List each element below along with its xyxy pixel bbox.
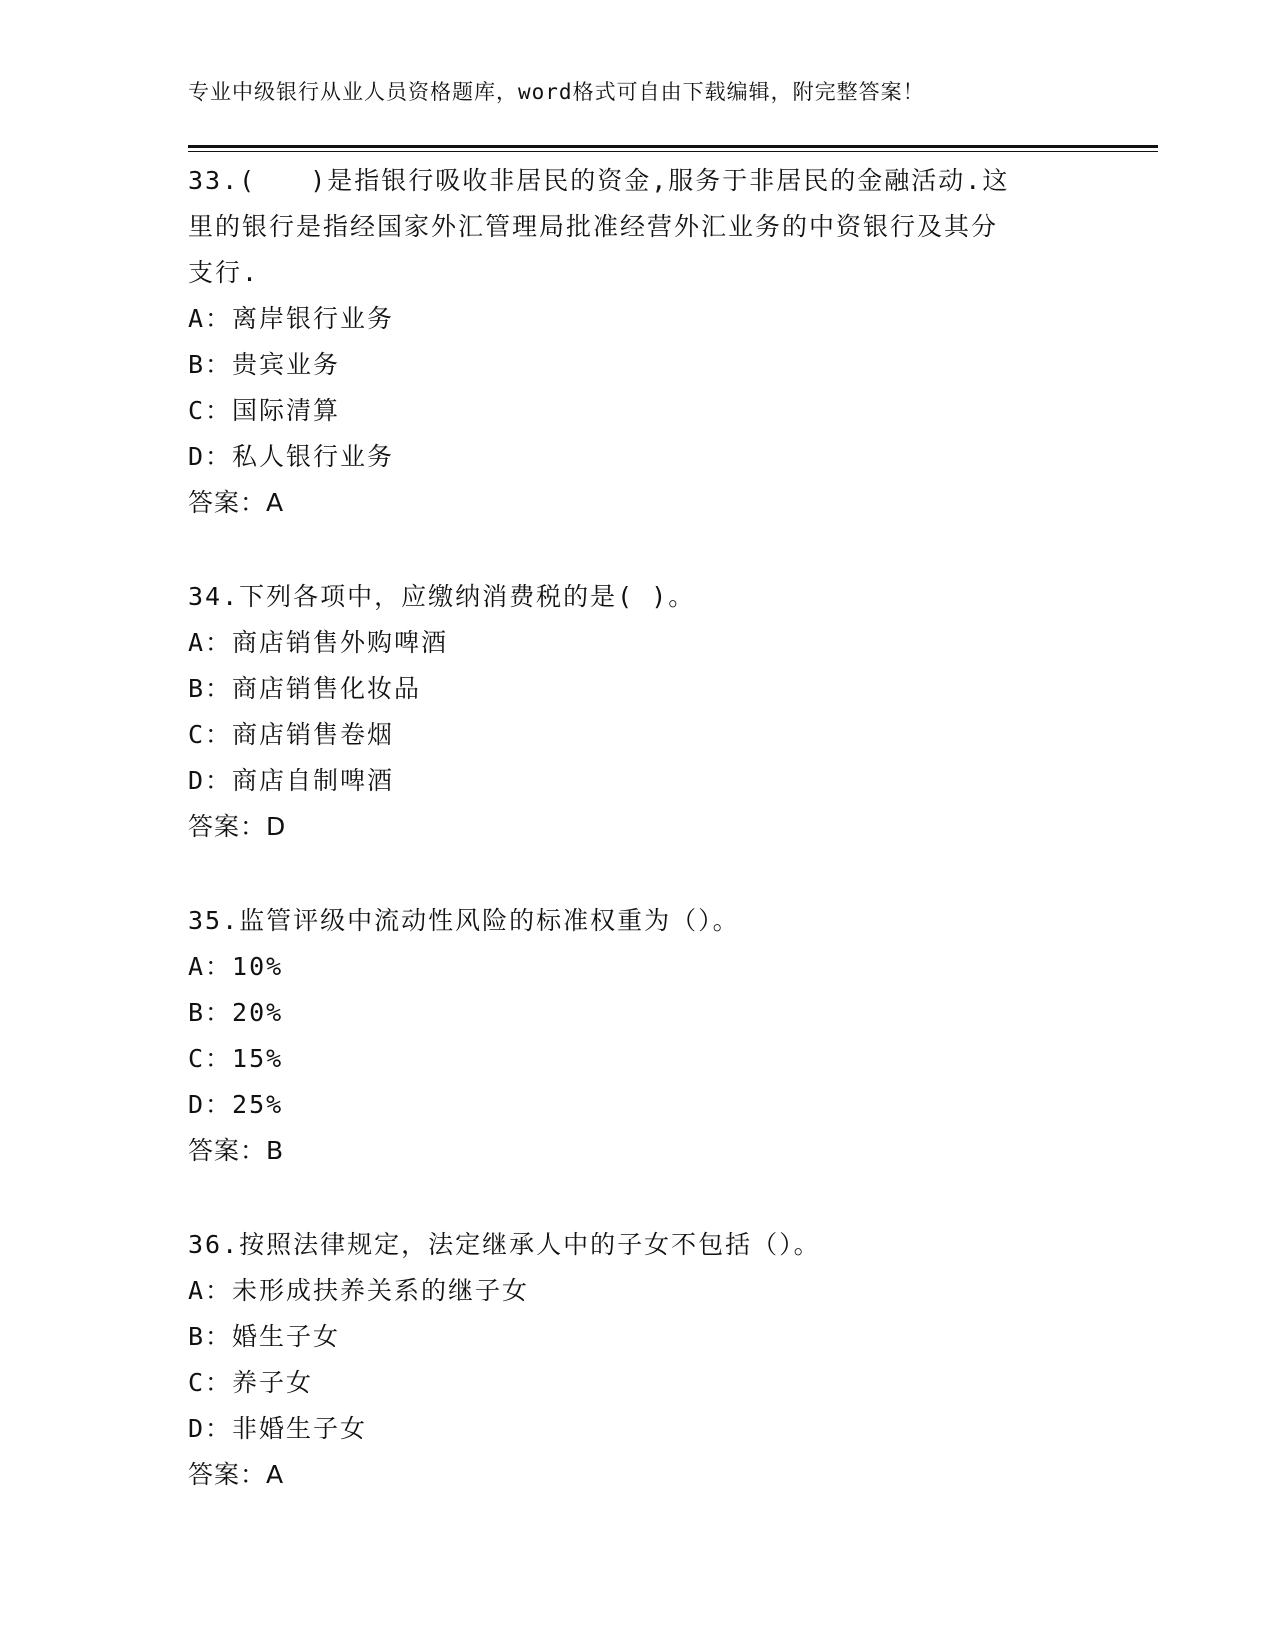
page-header: 专业中级银行从业人员资格题库，word格式可自由下载编辑，附完整答案！	[188, 80, 925, 104]
answer-line	[188, 1452, 1088, 1498]
question-36	[188, 1222, 1088, 1498]
option-b: B：商店销售化妆品	[188, 674, 422, 703]
question-34	[188, 574, 1088, 850]
question-stem	[188, 1222, 1088, 1268]
answer-value: D	[266, 812, 287, 841]
header-rule-thin	[188, 151, 1158, 152]
answer-value: A	[266, 1460, 285, 1489]
option-c: C：养子女	[188, 1368, 314, 1397]
option-a: A：离岸银行业务	[188, 304, 395, 333]
option-d: D：商店自制啤酒	[188, 766, 395, 795]
question-list	[188, 158, 1088, 1498]
option-c: C：15%	[188, 1044, 284, 1073]
answer-line	[188, 1128, 1088, 1174]
question-stem	[188, 574, 1088, 620]
stem-line: 里的银行是指经国家外汇管理局批准经营外汇业务的中资银行及其分	[188, 212, 999, 241]
answer-label: 答案：	[188, 812, 267, 841]
answer-line	[188, 480, 1088, 526]
question-stem	[188, 158, 1088, 296]
option-d: D：非婚生子女	[188, 1414, 368, 1443]
option-b: B：婚生子女	[188, 1322, 341, 1351]
question-35	[188, 898, 1088, 1174]
option-a: A：未形成扶养关系的继子女	[188, 1276, 530, 1305]
option-c: C：商店销售卷烟	[188, 720, 395, 749]
answer-label: 答案：	[188, 1136, 267, 1165]
answer-value: B	[266, 1136, 285, 1165]
question-stem	[188, 898, 1088, 944]
option-b: B：贵宾业务	[188, 350, 341, 379]
answer-value: A	[266, 488, 285, 517]
question-33	[188, 158, 1088, 526]
answer-label: 答案：	[188, 1460, 267, 1489]
stem-line: 支行.	[188, 258, 260, 287]
option-d: D：25%	[188, 1090, 284, 1119]
option-a: A：10%	[188, 952, 284, 981]
option-c: C：国际清算	[188, 396, 341, 425]
stem-line: 33.( )是指银行吸收非居民的资金,服务于非居民的金融活动.这	[188, 166, 1010, 195]
option-b: B：20%	[188, 998, 284, 1027]
header-rule-thick	[188, 145, 1158, 148]
option-a: A：商店销售外购啤酒	[188, 628, 449, 657]
stem-line: 34.下列各项中，应缴纳消费税的是( )。	[188, 582, 696, 611]
answer-line	[188, 804, 1088, 850]
stem-line: 35.监管评级中流动性风险的标准权重为（）。	[188, 906, 740, 935]
option-d: D：私人银行业务	[188, 442, 395, 471]
stem-line: 36.按照法律规定，法定继承人中的子女不包括（）。	[188, 1230, 821, 1259]
answer-label: 答案：	[188, 488, 267, 517]
